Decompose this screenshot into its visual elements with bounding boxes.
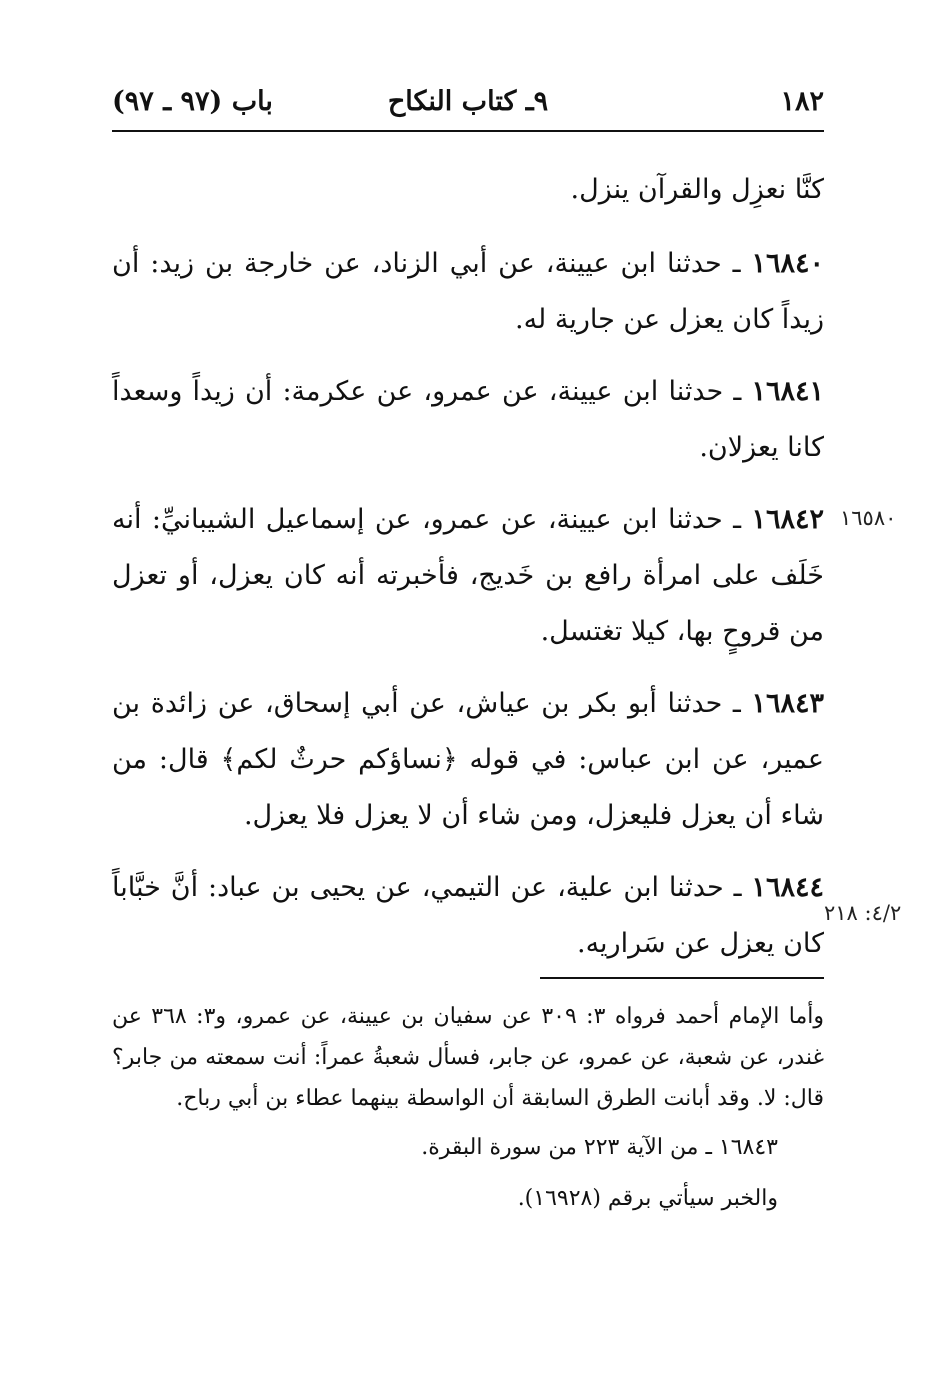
- hadith-text: ـ حدثنا أبو بكر بن عياش، عن أبي إسحاق، عن زائدة بن عمير، عن ابن عباس: في قوله ﴿نساؤكم حرثٌ لكم﴾ قال: من شاء أن يعزل فليعزل، ومن شاء أن لا يعزل فلا يعزل.: [112, 688, 824, 831]
- hadith-number: ١٦٨٤٢: [751, 504, 824, 535]
- hadith-16842: [112, 492, 824, 660]
- page-header: [112, 86, 824, 126]
- hadith-number: ١٦٨٤٣: [751, 688, 824, 719]
- paragraph-continuation: [112, 162, 824, 218]
- hadith-number: ١٦٨٤٤: [751, 872, 824, 903]
- hadith-16843: [112, 676, 824, 844]
- hadith-16840: [112, 236, 824, 348]
- hadith-16841: [112, 364, 824, 476]
- main-text: [112, 162, 824, 988]
- header-divider: [112, 130, 824, 132]
- footnotes: [112, 996, 824, 1229]
- footnote: والخبر سيأتي برقم (١٦٩٢٨).: [517, 1186, 778, 1211]
- footnote: ١٦٨٤٣ ـ من الآية ٢٢٣ من سورة البقرة.: [421, 1135, 778, 1160]
- book-title: ٩ـ كتاب النكاح: [387, 86, 549, 117]
- hadith-text: ـ حدثنا ابن عيينة، عن عمرو، عن إسماعيل الشيبانيِّ: أنه خَلَف على امرأة رافع بن خَديج، فأخبرته أنه كان يعزل، أو تعزل من قروحٍ بها، كيلا تغتسل.: [112, 504, 824, 647]
- footnote: وأما الإمام أحمد فرواه ٣: ٣٠٩ عن سفيان بن عيينة، عن عمرو، و٣: ٣٦٨ عن غندر، عن شعبة، عن عمرو، عن جابر، فسأل شعبةُ عمراً: أنت سمعته من جابر؟ قال: لا. وقد أبانت الطرق السابقة أن الواسطة بينهما عطاء بن أبي رباح.: [112, 1004, 825, 1111]
- hadith-text: ـ حدثنا ابن عيينة، عن عمرو، عن عكرمة: أن زيداً وسعداً كانا يعزلان.: [112, 376, 824, 463]
- margin-volume-reference: ٤/٢: ٢١٨: [824, 901, 902, 925]
- hadith-number: ١٦٨٤١: [751, 376, 824, 407]
- hadith-number: ١٦٨٤٠: [751, 248, 824, 279]
- margin-cross-reference: ١٦٥٨٠: [840, 506, 897, 530]
- hadith-text: ـ حدثنا ابن علية، عن التيمي، عن يحيى بن عباد: أنَّ خبَّاباً كان يعزل عن سَراريه.: [112, 872, 824, 959]
- paragraph-text: كنَّا نعزِل والقرآن ينزل.: [570, 174, 824, 205]
- page-number: ١٨٢: [780, 86, 824, 117]
- chapter-title: باب (٩٧ ـ ٩٧): [112, 86, 273, 117]
- hadith-16844: [112, 860, 824, 972]
- footnote-divider: [540, 977, 824, 979]
- hadith-text: ـ حدثنا ابن عيينة، عن أبي الزناد، عن خارجة بن زيد: أن زيداً كان يعزل عن جارية له.: [112, 248, 824, 335]
